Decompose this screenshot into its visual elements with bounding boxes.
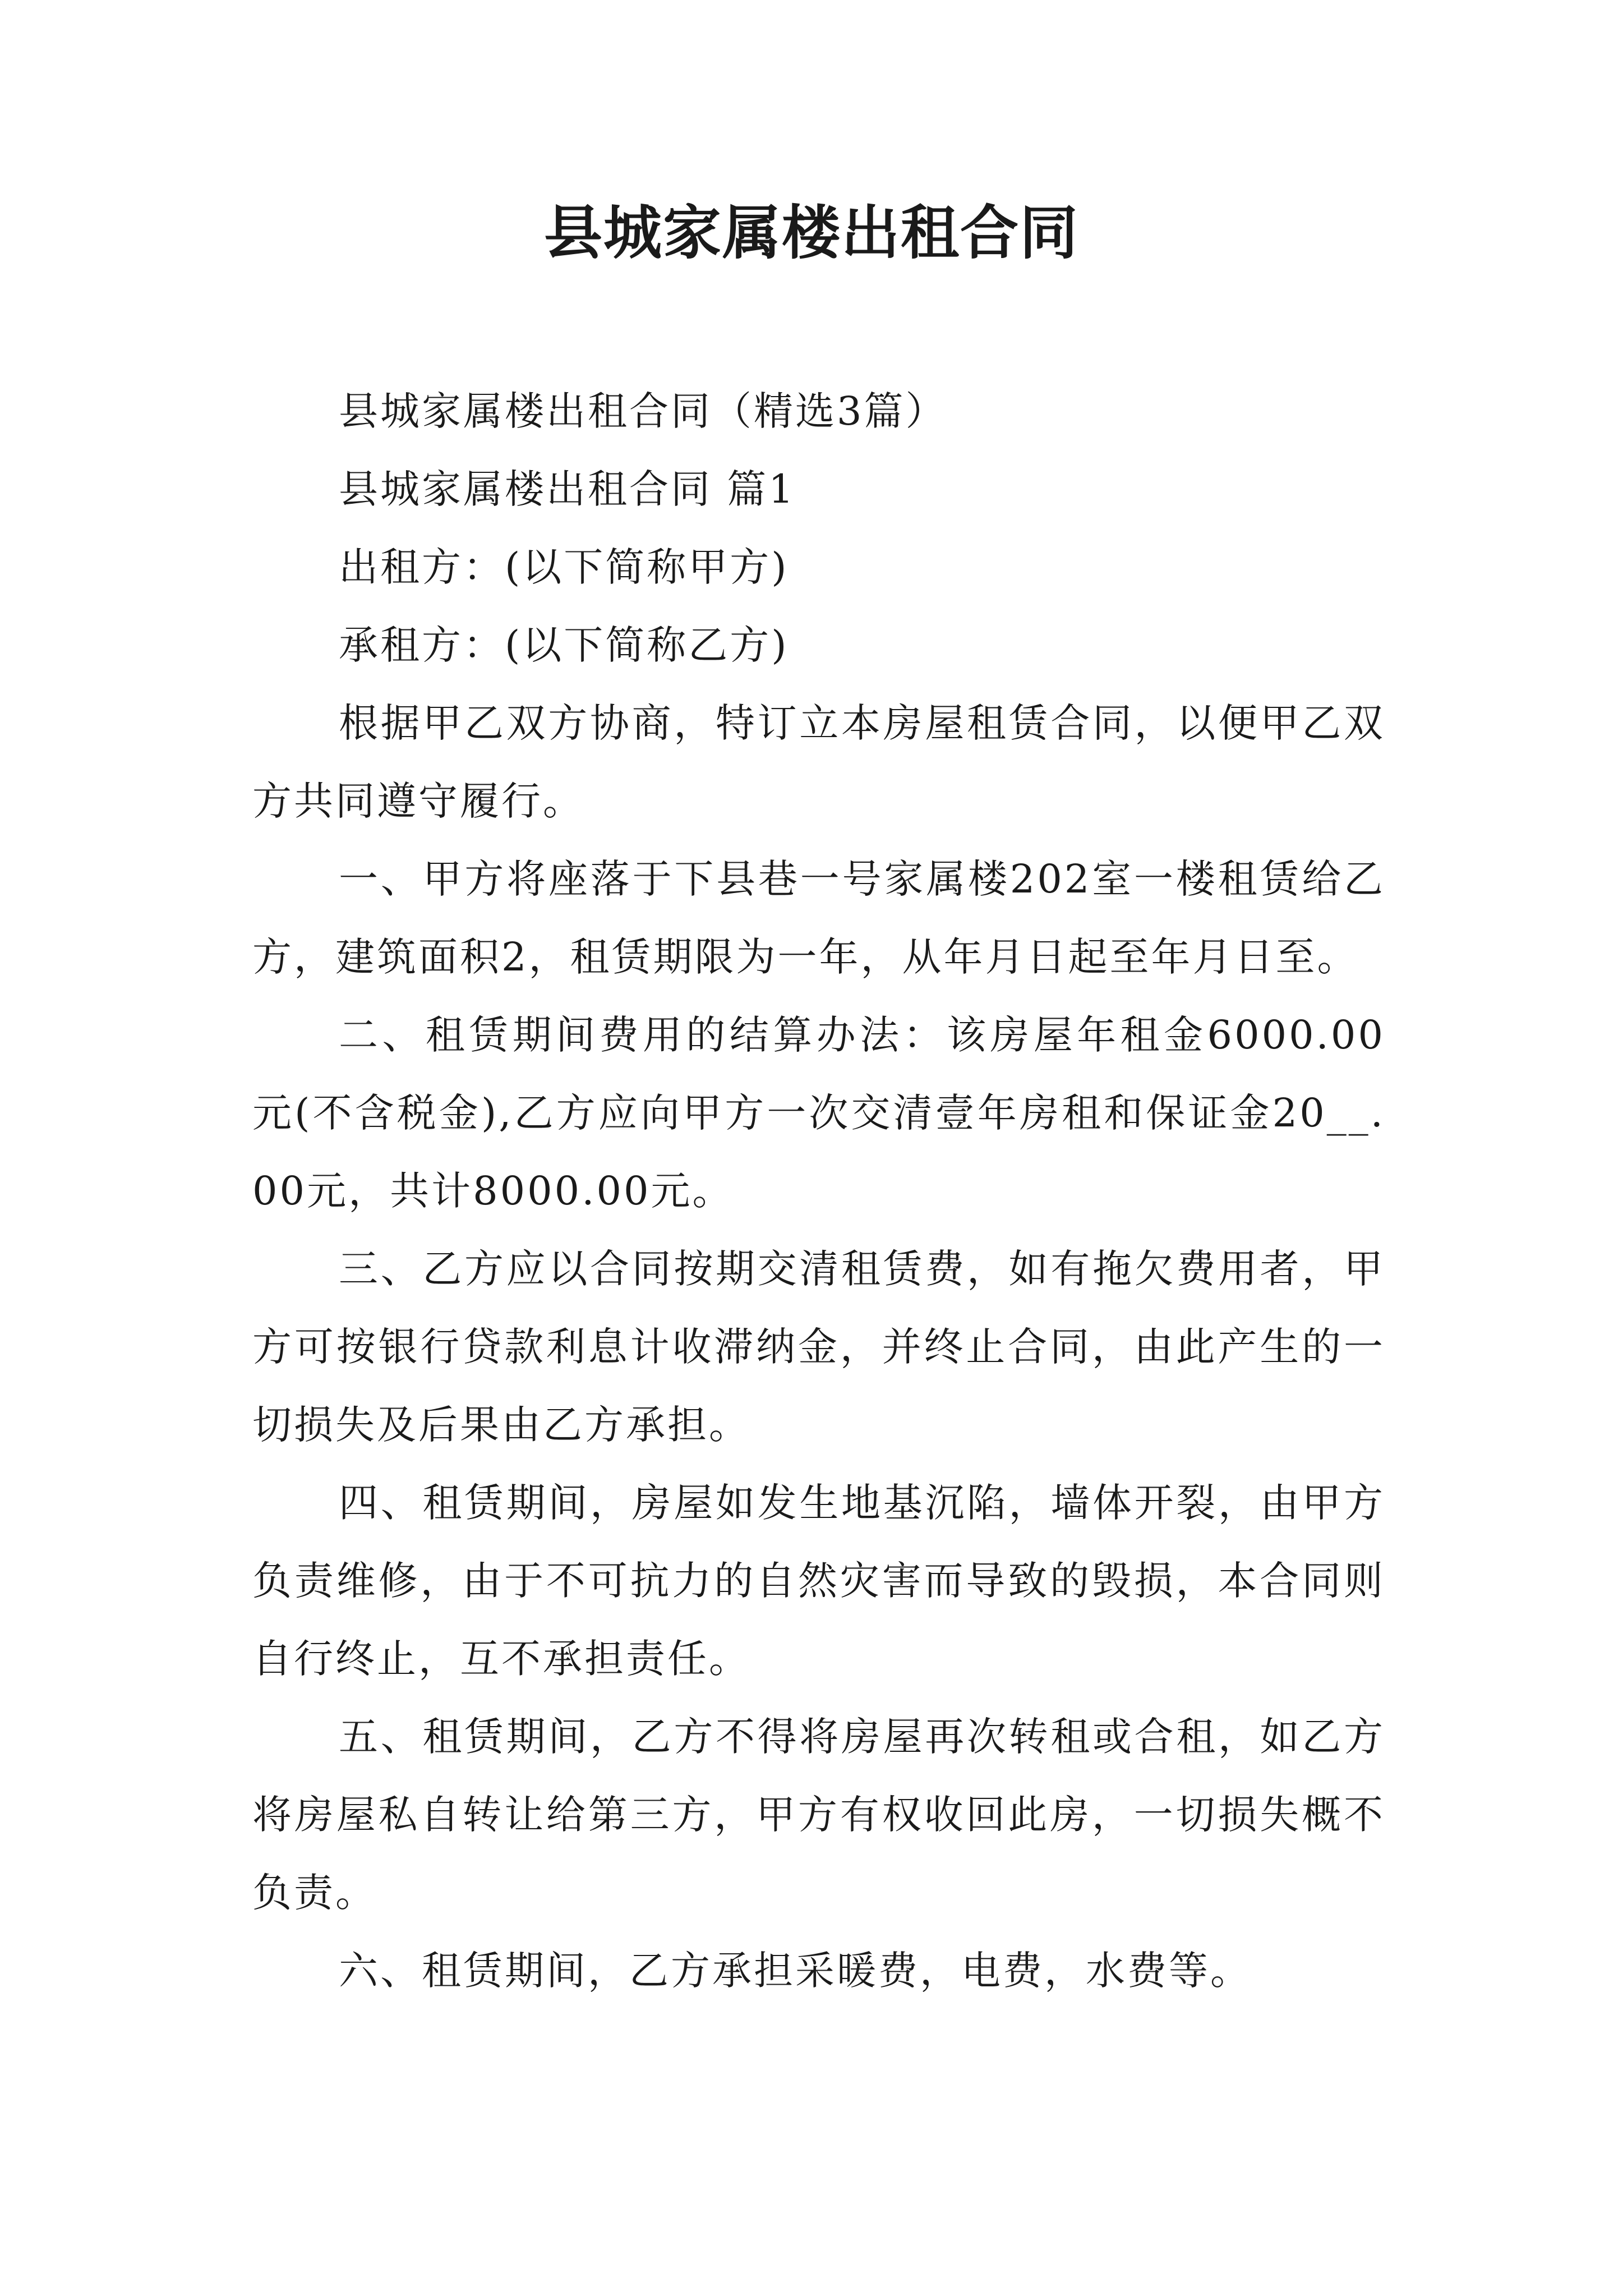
- paragraph-lessee: 承租方：(以下简称乙方): [339, 622, 789, 668]
- document-body: [252, 372, 1385, 2010]
- paragraph-subtitle: 县城家属楼出租合同（精选3篇）: [339, 388, 947, 434]
- paragraph-section-heading: 县城家属楼出租合同 篇1: [339, 466, 796, 512]
- paragraph-clause-3: 三、乙方应以合同按期交清租赁费，如有拖欠费用者，甲方可按银行贷款利息计收滞纳金，并终止合同，由此产生的一切损失及后果由乙方承担。: [252, 1246, 1385, 1448]
- document-title: 县城家属楼出租合同: [543, 198, 1079, 267]
- paragraph-preamble: 根据甲乙双方协商，特订立本房屋租赁合同，以便甲乙双方共同遵守履行。: [252, 700, 1385, 824]
- paragraph-clause-5: 五、租赁期间，乙方不得将房屋再次转租或合租，如乙方将房屋私自转让给第三方，甲方有权收回此房，一切损失概不负责。: [252, 1714, 1385, 1916]
- paragraph-clause-1: 一、甲方将座落于下县巷一号家属楼202室一楼租赁给乙方，建筑面积2，租赁期限为一年，从年月日起至年月日至。: [252, 856, 1385, 980]
- paragraph-clause-4: 四、租赁期间，房屋如发生地基沉陷，墙体开裂，由甲方负责维修，由于不可抗力的自然灾害而导致的毁损，本合同则自行终止，互不承担责任。: [252, 1480, 1385, 1682]
- paragraph-clause-2: 二、租赁期间费用的结算办法：该房屋年租金6000.00元(不含税金),乙方应向甲方一次交清壹年房租和保证金20__.00元，共计8000.00元。: [252, 1012, 1385, 1214]
- paragraph-clause-6: 六、租赁期间，乙方承担采暖费，电费，水费等。: [339, 1948, 1252, 1994]
- paragraph-lessor: 出租方：(以下简称甲方): [339, 544, 789, 590]
